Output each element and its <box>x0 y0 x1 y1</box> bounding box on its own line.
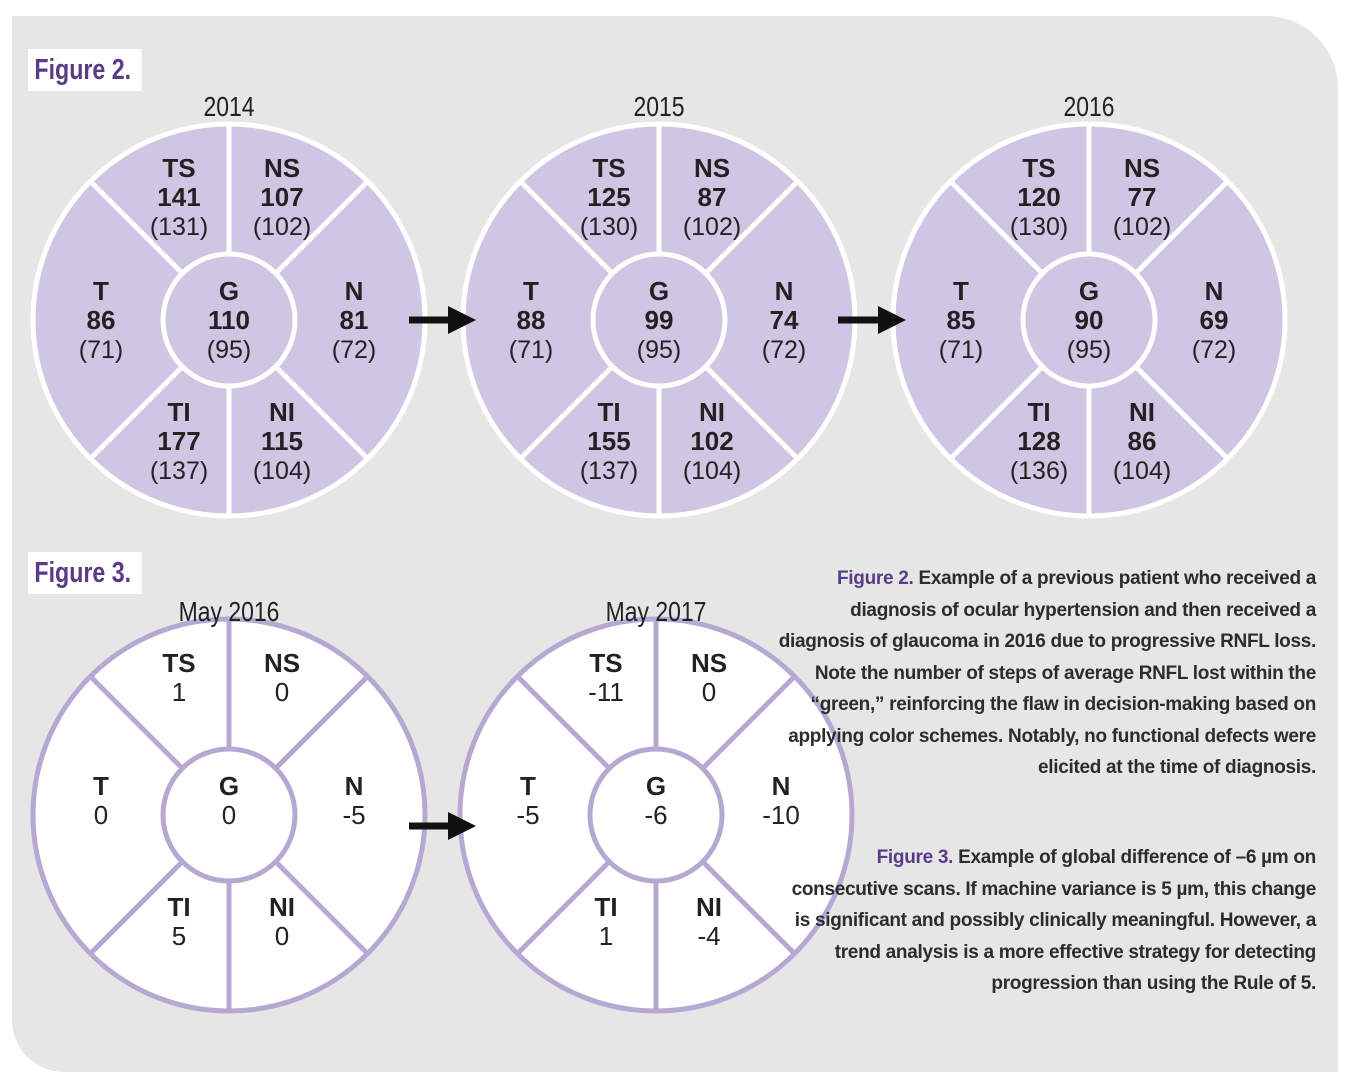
sector-value-t: 86 <box>86 305 116 335</box>
sector-value-ns: 0 <box>274 677 290 707</box>
sector-label-ts: TS <box>1022 153 1056 183</box>
sector-value-ni: 86 <box>1127 426 1157 456</box>
sector-normal-ti: (137) <box>149 457 209 485</box>
sector-label-t: T <box>953 276 969 306</box>
sector-value-n: -5 <box>342 800 366 830</box>
figure2-chart-1 <box>463 92 855 516</box>
sector-normal-ts: (130) <box>579 213 639 241</box>
figure-3-caption-body: Example of global difference of –6 µm on consecutive scans. If machine variance is 5 µm, this change is significant and possibly clinically meaningful. However, a trend analysis is a more effective strategy for detecting progression than using the Rule of 5. <box>791 847 1316 994</box>
sector-label-t: T <box>93 771 109 801</box>
sector-label-ns: NS <box>263 153 301 183</box>
sector-value-ts: 1 <box>171 677 187 707</box>
sector-label-g: G <box>1078 276 1100 306</box>
sector-label-ni: NI <box>269 892 295 922</box>
figure-3-label: Figure 3. <box>28 552 142 594</box>
figure-2-caption <box>776 563 1316 784</box>
sector-normal-ns: (102) <box>682 213 742 241</box>
sector-label-ti: TI <box>167 892 191 922</box>
sector-normal-t: (71) <box>938 336 984 364</box>
sector-value-ti: 177 <box>157 426 201 456</box>
sector-value-g: -6 <box>644 800 668 830</box>
sector-value-ti: 5 <box>171 921 187 951</box>
sector-value-ni: 115 <box>261 426 303 456</box>
sector-value-ns: 0 <box>701 677 717 707</box>
sector-normal-ti: (136) <box>1009 457 1069 485</box>
sector-normal-t: (71) <box>508 336 554 364</box>
sector-label-ts: TS <box>162 648 196 678</box>
sector-value-ni: -4 <box>697 921 721 951</box>
sector-value-ns: 77 <box>1127 182 1157 212</box>
sector-label-t: T <box>523 276 539 306</box>
chart-year-title: 2014 <box>203 91 255 123</box>
sector-value-g: 0 <box>221 800 237 830</box>
sector-value-ni: 102 <box>690 426 734 456</box>
sector-value-t: 88 <box>516 305 546 335</box>
sector-value-g: 99 <box>644 305 674 335</box>
sector-value-ns: 87 <box>697 182 727 212</box>
sector-normal-g: (95) <box>1066 336 1112 364</box>
sector-normal-ni: (104) <box>252 457 312 485</box>
sector-label-ni: NI <box>699 397 725 427</box>
sector-normal-ts: (130) <box>1009 213 1069 241</box>
sector-label-ni: NI <box>269 397 295 427</box>
sector-label-ni: NI <box>696 892 722 922</box>
sector-normal-ni: (104) <box>682 457 742 485</box>
sector-label-g: G <box>218 771 240 801</box>
sector-label-n: N <box>774 276 794 306</box>
sector-value-t: -5 <box>516 800 540 830</box>
sector-value-n: 69 <box>1199 305 1229 335</box>
sector-value-t: 0 <box>93 800 109 830</box>
figure2-chart-0 <box>33 92 425 516</box>
sector-label-ts: TS <box>592 153 626 183</box>
chart-year-title: May 2017 <box>605 596 707 628</box>
sector-normal-ns: (102) <box>252 213 312 241</box>
sector-normal-n: (72) <box>331 336 377 364</box>
sector-label-n: N <box>771 771 791 801</box>
sector-label-ti: TI <box>594 892 618 922</box>
sector-normal-ni: (104) <box>1112 457 1172 485</box>
sector-label-n: N <box>1204 276 1224 306</box>
sector-value-n: 81 <box>339 305 369 335</box>
sector-label-ts: TS <box>589 648 623 678</box>
sector-label-ns: NS <box>263 648 301 678</box>
sector-normal-g: (95) <box>206 336 252 364</box>
sector-value-g: 110 <box>208 305 250 335</box>
figure-2-caption-title: Figure 2. <box>836 568 914 589</box>
figure-3-caption <box>776 842 1316 1000</box>
sector-value-n: -10 <box>762 800 800 830</box>
sector-value-ti: 1 <box>598 921 614 951</box>
sector-normal-n: (72) <box>1191 336 1237 364</box>
sector-value-n: 74 <box>769 305 799 335</box>
sector-label-ns: NS <box>690 648 728 678</box>
sector-label-g: G <box>648 276 670 306</box>
sector-label-n: N <box>344 771 364 801</box>
sector-label-ti: TI <box>1027 397 1051 427</box>
sector-label-ti: TI <box>167 397 191 427</box>
sector-normal-n: (72) <box>761 336 807 364</box>
sector-label-ti: TI <box>597 397 621 427</box>
sector-value-ts: -11 <box>588 677 624 707</box>
sector-value-ni: 0 <box>274 921 290 951</box>
figure-2-caption-body: Example of a previous patient who received a diagnosis of ocular hypertension and then received a diagnosis of glaucoma in 2016 due to progressive RNFL loss. Note the number of steps of average RNFL lost within the “green,” reinforcing the flaw in decision-making based on applying color schemes. Notably, no functional defects were elicited at the time of diagnosis. <box>778 568 1316 778</box>
sector-value-ti: 155 <box>587 426 631 456</box>
sector-normal-ts: (131) <box>149 213 209 241</box>
sector-normal-ti: (137) <box>579 457 639 485</box>
sector-value-ts: 125 <box>587 182 631 212</box>
figure-2-label: Figure 2. <box>28 49 142 91</box>
sector-value-t: 85 <box>946 305 976 335</box>
sector-normal-t: (71) <box>78 336 124 364</box>
sector-label-ts: TS <box>162 153 196 183</box>
sector-label-g: G <box>645 771 667 801</box>
chart-year-title: 2016 <box>1063 91 1115 123</box>
sector-value-ti: 128 <box>1017 426 1061 456</box>
sector-normal-g: (95) <box>636 336 682 364</box>
sector-label-ni: NI <box>1129 397 1155 427</box>
sector-label-n: N <box>344 276 364 306</box>
sector-value-g: 90 <box>1074 305 1104 335</box>
sector-label-t: T <box>520 771 536 801</box>
sector-label-ns: NS <box>693 153 731 183</box>
figure3-chart-0 <box>33 597 425 1011</box>
sector-value-ts: 141 <box>157 182 201 212</box>
chart-year-title: May 2016 <box>178 596 280 628</box>
sector-value-ts: 120 <box>1017 182 1061 212</box>
sector-label-g: G <box>218 276 240 306</box>
chart-year-title: 2015 <box>633 91 685 123</box>
figure2-chart-2 <box>893 92 1285 516</box>
sector-label-ns: NS <box>1123 153 1161 183</box>
figure-3-caption-title: Figure 3. <box>876 847 954 868</box>
sector-label-t: T <box>93 276 109 306</box>
sector-value-ns: 107 <box>260 182 304 212</box>
sector-normal-ns: (102) <box>1112 213 1172 241</box>
